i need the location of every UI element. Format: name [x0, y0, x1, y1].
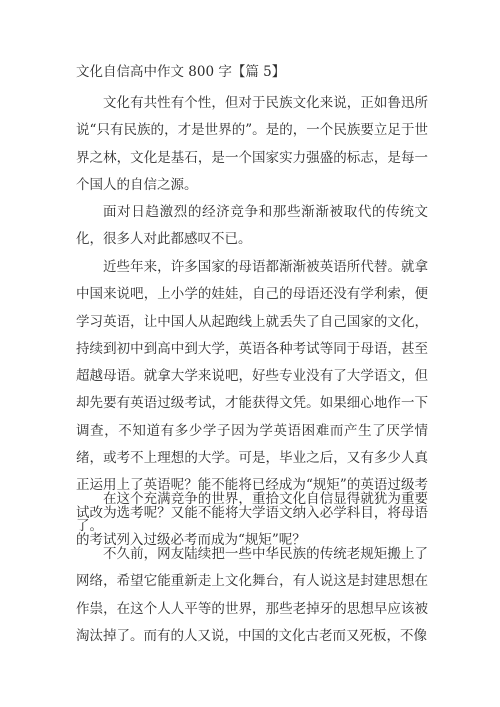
document-title: 文化自信高中作文 800 字【篇 5】 — [76, 64, 286, 80]
paragraph-5: 不久前，网友陆续把一些中华民族的传统老规矩搬上了网络，希望它能重新走上文化舞台，有人说这是封建思想在作祟，在这个人人平等的世界，那些老掉牙的思想早应该被淘汰掉了。而有的人又说，中国的文化古老而又死板，不像 — [76, 546, 428, 644]
paragraph-1: 文化有共性有个性，但对于民族文化来说，正如鲁迅所说“只有民族的，才是世界的”。是的，一个民族要立足于世界之林，文化是基石，是一个国家实力强盛的标志，是每一个国人的自信之源。 — [76, 95, 428, 193]
paragraph-4: 在这个充满竞争的世界，重拾文化自信显得就犹为重要了。 — [76, 491, 428, 535]
paragraph-2: 面对日趋激烈的经济竞争和那些渐渐被取代的传统文化，很多人对此都感叹不已。 — [76, 204, 428, 248]
paragraph-3: 近些年来，许多国家的母语都渐渐被英语所代替。就拿中国来说吧，上小学的娃娃，自己的母语还没有学利索，便学习英语，让中国人从起跑线上就丢失了自己国家的文化，持续到初中到高中到大学，英语各种考试等同于母语，甚至超越母语。就拿大学来说吧，好些专业没有了大学语文，但却先要有英语过级考试，才能获得文凭。如果细心地作一下调查，不知道有多少学子因为学英语困难而产生了厌学情绪，或考不上理想的大学。可是，毕业之后，又有多少人真正运用上了英语呢？能不能将已经成为“规矩”的英语过级考试改为选考呢？又能不能将大学语文纳入必学科目，将母语的考试列入过级必考而成为“规矩”呢？ — [76, 259, 428, 548]
